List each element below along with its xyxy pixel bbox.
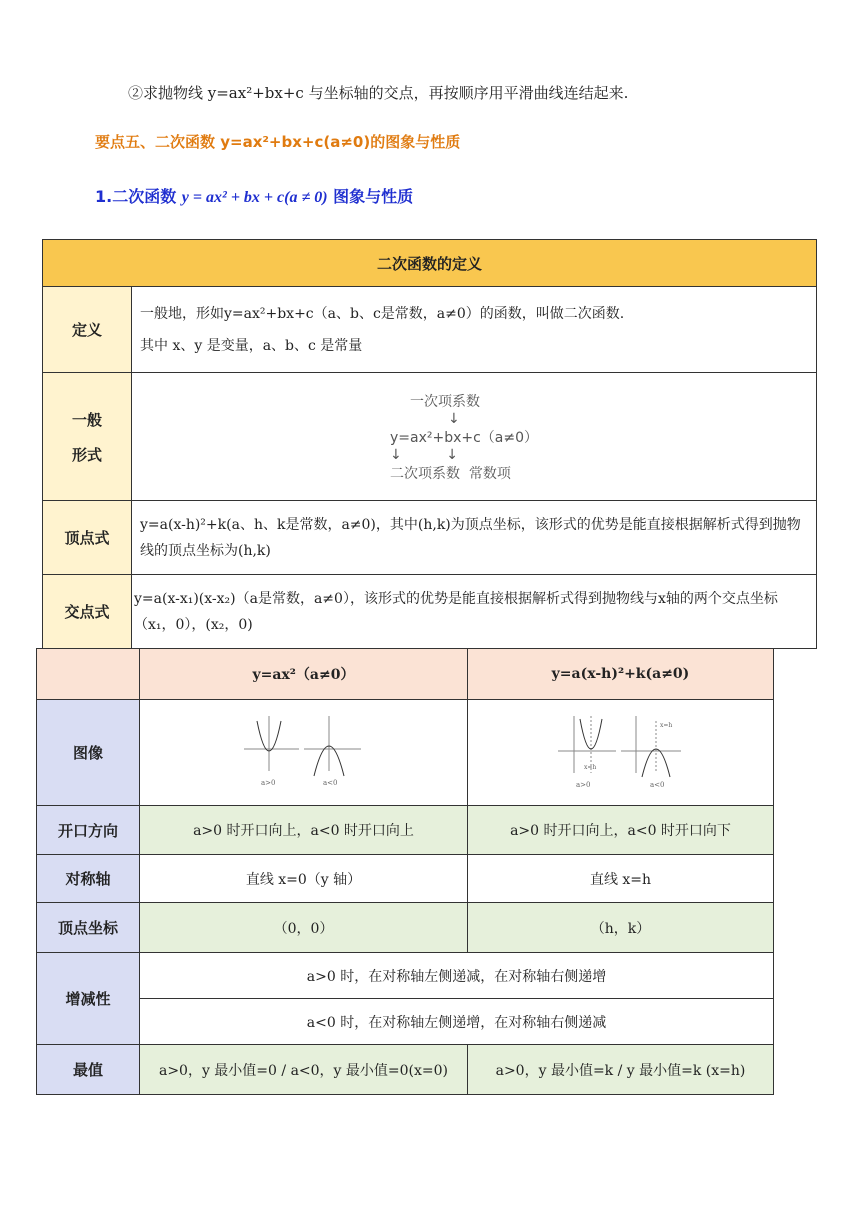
general-form-diagram	[132, 373, 817, 501]
subsection-prefix: 1.二次函数	[95, 187, 177, 206]
parabola-graphs-icon	[239, 711, 369, 791]
caption-a-pos: a>0	[260, 778, 275, 787]
row-label-axis: 对称轴	[37, 855, 140, 903]
extreme-vertex: a>0，y 最小值=k / y 最小值=k (x=h)	[468, 1045, 774, 1095]
intercept-form-text: y=a(x-x₁)(x-x₂)（a是常数，a≠0），该形式的优势是能直接根据解析式得到抛物线与x轴的两个交点坐标（x₁，0），(x₂，0)	[132, 575, 817, 649]
monotonicity-positive: a>0 时，在对称轴左侧递减，在对称轴右侧递增	[140, 953, 774, 999]
arrow-down-icon: ↓	[447, 410, 460, 427]
subsection-suffix: 图象与性质	[333, 187, 414, 206]
opening-vertex: a>0 时开口向上，a<0 时开口向下	[468, 806, 774, 855]
row-label-extreme: 最值	[37, 1045, 140, 1095]
graph-standard	[140, 700, 468, 806]
definition-line: 一般地，形如y=ax²+bx+c（a、b、c是常数，a≠0）的函数，叫做二次函数.	[140, 305, 625, 322]
properties-table	[36, 648, 774, 1095]
definition-table-title: 二次函数的定义	[43, 240, 817, 287]
caption-a-neg: a<0	[649, 780, 664, 789]
row-label-vertex: 顶点坐标	[37, 903, 140, 953]
arrows-bottom: ↓ ↓	[389, 446, 458, 463]
row-label-general-form	[43, 373, 132, 501]
caption-a-neg: a<0	[322, 778, 337, 787]
row-label-vertex-form: 顶点式	[43, 501, 132, 575]
label-line: 形式	[71, 445, 102, 464]
vertex-vertex: （h，k）	[468, 903, 774, 953]
col-header-vertex: y=a(x-h)²+k(a≠0)	[468, 649, 774, 700]
linear-coef-label: 一次项系数	[409, 393, 480, 410]
row-label-image: 图像	[37, 700, 140, 806]
monotonicity-negative: a<0 时，在对称轴左侧递增，在对称轴右侧递减	[140, 999, 774, 1045]
subsection-heading	[95, 184, 413, 207]
row-label-intercept-form: 交点式	[43, 575, 132, 649]
row-label-monotonicity: 增减性	[37, 953, 140, 1045]
label-line: 一般	[71, 410, 102, 429]
col-header-standard: y=ax²（a≠0）	[140, 649, 468, 700]
definition-text	[132, 287, 817, 373]
extreme-standard: a>0，y 最小值=0 / a<0，y 最小值=0(x=0)	[140, 1045, 468, 1095]
opening-standard: a>0 时开口向上，a<0 时开口向上	[140, 806, 468, 855]
corner-cell	[37, 649, 140, 700]
axis-standard: 直线 x=0（y 轴）	[140, 855, 468, 903]
caption-a-pos: a>0	[575, 780, 590, 789]
shifted-parabola-graphs-icon	[556, 711, 686, 791]
axis-vertex: 直线 x=h	[468, 855, 774, 903]
general-formula: y=ax²+bx+c（a≠0）	[389, 429, 539, 446]
coef-labels: 二次项系数 常数项	[389, 465, 511, 482]
subsection-formula: y = ax² + bx + c(a ≠ 0)	[181, 189, 328, 206]
intro-line: ②求抛物线 y=ax²+bx+c 与坐标轴的交点，再按顺序用平滑曲线连结起来.	[128, 84, 629, 102]
graph-vertex	[468, 700, 774, 806]
section-heading: 要点五、二次函数 y=ax²+bx+c(a≠0)的图象与性质	[95, 133, 461, 151]
xh-label-left: x=h	[583, 763, 596, 771]
definition-table	[42, 239, 817, 649]
xh-label: x=h	[659, 721, 672, 729]
vertex-form-text: y=a(x-h)²+k(a、h、k是常数，a≠0)，其中(h,k)为顶点坐标，该形式的优势是能直接根据解析式得到抛物线的顶点坐标为(h,k)	[132, 501, 817, 575]
definition-line: 其中 x、y 是变量，a、b、c 是常量	[140, 337, 363, 354]
row-label-definition: 定义	[43, 287, 132, 373]
row-label-opening: 开口方向	[37, 806, 140, 855]
vertex-standard: （0，0）	[140, 903, 468, 953]
